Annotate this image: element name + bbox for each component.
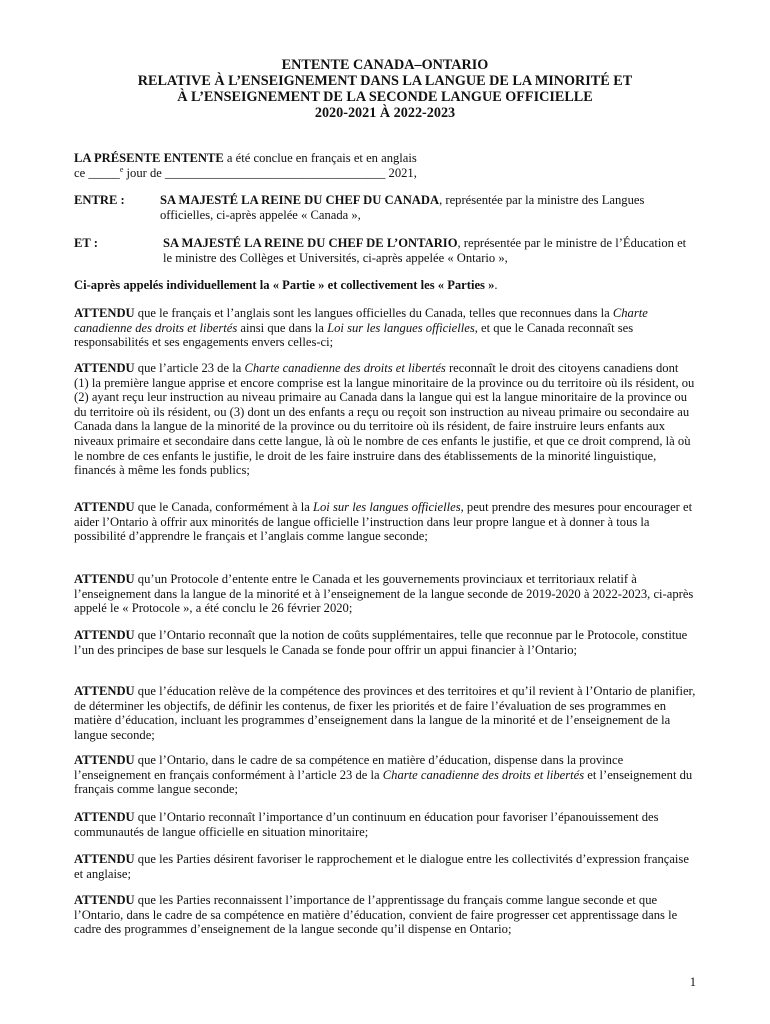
title-line-4: 2020-2021 À 2022-2023: [314, 105, 456, 121]
page-number: 1: [689, 975, 696, 989]
p3-text-b: , peut prendre des mesures pour encourager et aider l’Ontario à offrir aux minorités de langue officielle l’instruction dans leur propre langue et à donner à tous la possibilité d’apprendre le français et l’anglais comme langue seconde;: [74, 500, 693, 544]
p1-text-b: ainsi que dans la: [237, 320, 328, 335]
intro-date-sup: e: [119, 164, 124, 174]
p6-text: que l’éducation relève de la compétence des provinces et des territoires et qu’il revient à l’Ontario de planifier, de déterminer les objectifs, de définir les contenus, de fixer les priorités et de faire l’évaluation de ses programmes en matière d’éducation, incluant les programmes d’enseignement dans la langue de la minorité et de l’enseignement de la langue seconde;: [74, 684, 696, 742]
intro-bold: LA PRÉSENTE ENTENTE: [74, 151, 224, 165]
attendu-keyword: ATTENDU: [74, 753, 135, 767]
title-line-3: À L’ENSEIGNEMENT DE LA SECONDE LANGUE OFFICIELLE: [177, 89, 593, 105]
ci-apres-paragraph: [74, 278, 696, 293]
attendu-paragraph-2: [74, 361, 696, 478]
attendu-paragraph-1: [74, 306, 696, 350]
intro-date-a: ce _____: [74, 165, 120, 180]
p1-text-a: que le français et l’anglais sont les langues officielles du Canada, telles que reconnues dans la: [134, 306, 613, 320]
et-rest: , représentée par le ministre de l’Éducation et le ministre des Collèges et Universités, ci-après appelée « Ontario »,: [163, 236, 687, 265]
p1-text-c: , et que le Canada reconnaît ses responsabilités et ses engagements envers celles-ci;: [74, 320, 634, 350]
attendu-keyword: ATTENDU: [74, 852, 135, 866]
attendu-paragraph-10: [74, 893, 696, 937]
attendu-paragraph-6: [74, 684, 696, 742]
attendu-paragraph-7: [74, 753, 696, 797]
p1-italic-1: Charte canadienne des droits et libertés: [74, 306, 648, 335]
entre-rest: , représentée par la ministre des Langues officielles, ci-après appelée « Canada »,: [160, 193, 645, 222]
attendu-keyword: ATTENDU: [74, 628, 135, 642]
p4-text: qu’un Protocole d’entente entre le Canada et les gouvernements provinciaux et territoriaux relatif à l’enseignement dans la langue de la minorité et à l’enseignement de la langue seconde de 2019-2020 à 2022-2023, ci-après appelé le « Protocole », a été conclu le 26 février 2020;: [74, 572, 694, 616]
et-bold: SA MAJESTÉ LA REINE DU CHEF DE L’ONTARIO: [163, 236, 458, 250]
et-label: ET :: [74, 236, 98, 250]
p3-text-a: que le Canada, conformément à la: [134, 500, 313, 514]
title-line-2: RELATIVE À L’ENSEIGNEMENT DANS LA LANGUE DE LA MINORITÉ ET: [137, 73, 633, 89]
attendu-paragraph-4: [74, 572, 696, 616]
p1-italic-2: Loi sur les langues officielles: [327, 320, 475, 335]
attendu-keyword: ATTENDU: [74, 572, 135, 586]
p8-text: que l’Ontario reconnaît l’importance d’un continuum en éducation pour favoriser l’épanouissement des communautés de langue officielle en situation minoritaire;: [74, 810, 659, 839]
p7-text-b: et l’enseignement du français comme langue seconde;: [74, 767, 693, 797]
p9-text: que les Parties désirent favoriser le rapprochement et le dialogue entre les collectivités d’expression française et anglaise;: [74, 852, 689, 881]
ci-apres-bold: Ci-après appelés individuellement la « Partie » et collectivement les « Parties »: [74, 278, 495, 292]
attendu-paragraph-8: [74, 810, 696, 839]
intro-rest: a été conclue en français et en anglais: [223, 151, 417, 165]
p7-italic-1: Charte canadienne des droits et libertés: [382, 767, 585, 782]
p7-text-a: que l’Ontario, dans le cadre de sa compétence en matière d’éducation, dispense dans la province l’enseignement en français conformément à l’article 23 de la: [74, 753, 624, 782]
attendu-keyword: ATTENDU: [74, 500, 135, 514]
intro-date-b: jour de ___________________________________ 2021,: [123, 165, 417, 180]
p3-italic-1: Loi sur les langues officielles: [313, 500, 461, 514]
attendu-keyword: ATTENDU: [74, 893, 135, 907]
ci-apres-end: .: [494, 278, 498, 292]
p2-text-b: reconnaît le droit des citoyens canadiens dont (1) la première langue apprise et encore comprise est la langue minoritaire de la province ou du territoire où ils résident, ou (2) ayant reçu leur instruction au niveau primaire au Canada dans la langue qui est la langue minoritaire de la province ou du territoire où ils résident, ou (3) dont un des enfants a reçu ou reçoit son instruction au niveau primaire ou secondaire au Canada dans la langue de la minorité de la province ou du territoire où ils résident, de faire instruire leurs enfants aux niveaux primaire et secondaire dans cette langue, là où le nombre de ces enfants le justifie, et que ce droit comprend, là où le nombre de ces enfants le justifie, le droit de les faire instruire dans des établissements de la minorité linguistique, financés à même les fonds publics;: [74, 361, 695, 478]
document-title: [60, 57, 710, 121]
p10-text: que les Parties reconnaissent l’importance de l’apprentissage du français comme langue seconde et que l’Ontario, dans le cadre de sa compétence en matière d’éducation, convient de faire progresser cet apprentissage dans le cadre des programmes d’enseignement de la langue seconde qu’il dispense en Ontario;: [74, 893, 678, 937]
p2-italic-1: Charte canadienne des droits et libertés: [244, 361, 446, 375]
entre-party: [160, 193, 696, 222]
intro-paragraph: [74, 151, 696, 180]
title-line-1: ENTENTE CANADA–ONTARIO: [281, 57, 489, 73]
attendu-keyword: ATTENDU: [74, 361, 135, 375]
attendu-keyword: ATTENDU: [74, 810, 135, 824]
p5-text: que l’Ontario reconnaît que la notion de coûts supplémentaires, telle que reconnue par le Protocole, constitue l’un des principes de base sur lesquels le Canada se fonde pour offrir un appui financier à l’Ontario;: [74, 628, 688, 657]
attendu-keyword: ATTENDU: [74, 684, 135, 698]
attendu-paragraph-3: [74, 500, 696, 544]
et-party: [163, 236, 696, 265]
entre-bold: SA MAJESTÉ LA REINE DU CHEF DU CANADA: [160, 193, 440, 207]
attendu-paragraph-5: [74, 628, 696, 657]
entre-label: ENTRE :: [74, 193, 125, 207]
attendu-keyword: ATTENDU: [74, 306, 135, 320]
attendu-paragraph-9: [74, 852, 696, 881]
p2-text-a: que l’article 23 de la: [134, 361, 245, 375]
